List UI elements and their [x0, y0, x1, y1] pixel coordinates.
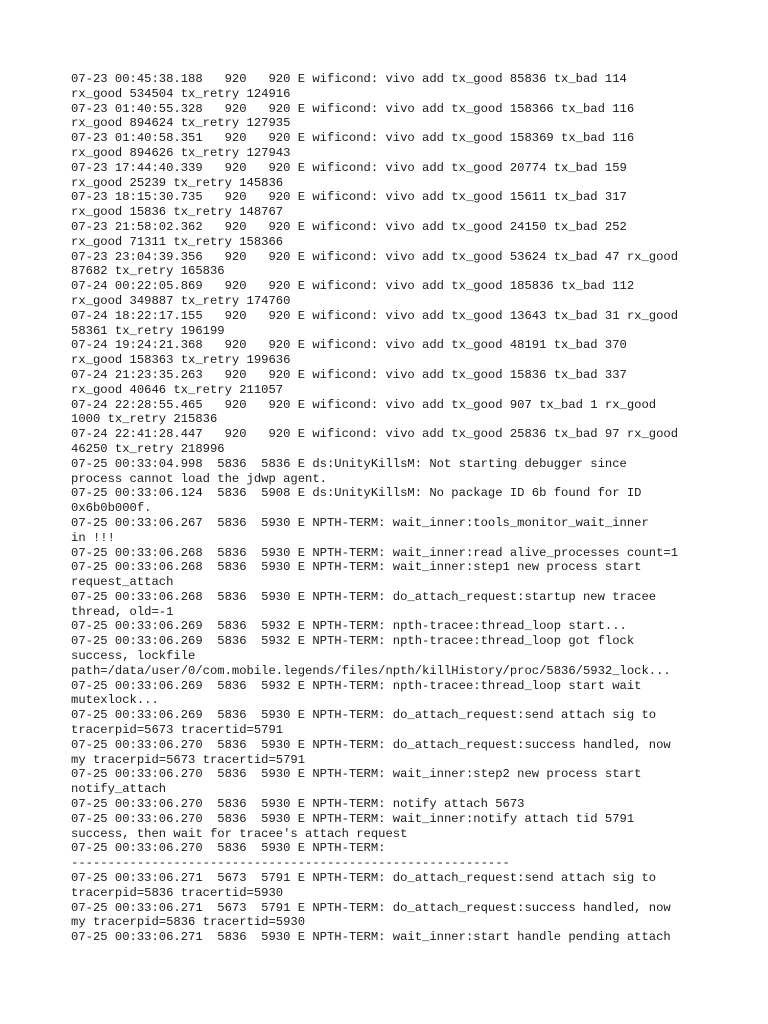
log-line: 07-23 23:04:39.356 920 920 E wificond: vivo add tx_good 53624 tx_bad 47 rx_good	[71, 249, 679, 264]
log-line: rx_good 40646 tx_retry 211057	[71, 382, 284, 397]
log-line: 07-25 00:33:06.269 5836 5932 E NPTH-TERM: npth-tracee:thread_loop got flock	[71, 634, 635, 649]
log-line: 07-24 22:41:28.447 920 920 E wificond: vivo add tx_good 25836 tx_bad 97 rx_good	[71, 427, 679, 442]
log-line: 07-24 19:24:21.368 920 920 E wificond: vivo add tx_good 48191 tx_bad 370	[71, 338, 627, 353]
log-line: 07-23 01:40:55.328 920 920 E wificond: vivo add tx_good 158366 tx_bad 116	[71, 101, 635, 116]
log-line: path=/data/user/0/com.mobile.legends/files/npth/killHistory/proc/5836/5932_lock...	[71, 663, 671, 678]
log-line: success, lockfile	[71, 649, 196, 664]
log-line: 07-25 00:33:06.271 5673 5791 E NPTH-TERM: do_attach_request:success handled, now	[71, 900, 671, 915]
log-line: request_attach	[71, 575, 174, 590]
log-line: 46250 tx_retry 218996	[71, 441, 225, 456]
log-line: rx_good 71311 tx_retry 158366	[71, 234, 284, 249]
log-line: process cannot load the jdwp agent.	[71, 471, 327, 486]
log-line: 07-24 00:22:05.869 920 920 E wificond: vivo add tx_good 185836 tx_bad 112	[71, 279, 635, 294]
log-line: 07-24 21:23:35.263 920 920 E wificond: vivo add tx_good 15836 tx_bad 337	[71, 367, 627, 382]
log-line: 07-23 00:45:38.188 920 920 E wificond: vivo add tx_good 85836 tx_bad 114	[71, 72, 627, 86]
log-line: 07-25 00:33:06.268 5836 5930 E NPTH-TERM: wait_inner:read alive_processes count=1	[71, 545, 679, 560]
log-line: 07-24 22:28:55.465 920 920 E wificond: vivo add tx_good 907 tx_bad 1 rx_good	[71, 397, 657, 412]
log-line: 07-25 00:33:06.271 5836 5930 E NPTH-TERM: wait_inner:start handle pending attach	[71, 930, 671, 945]
log-line: 07-25 00:33:06.124 5836 5908 E ds:UnityKillsM: No package ID 6b found for ID	[71, 486, 642, 501]
log-line: rx_good 894626 tx_retry 127943	[71, 145, 291, 160]
log-line: 07-23 01:40:58.351 920 920 E wificond: vivo add tx_good 158369 tx_bad 116	[71, 131, 635, 146]
log-line: ------------------------------------------------------------	[71, 856, 510, 871]
log-line: thread, old=-1	[71, 604, 174, 619]
log-line: 07-25 00:33:06.270 5836 5930 E NPTH-TERM: notify attach 5673	[71, 797, 525, 812]
log-line: rx_good 349887 tx_retry 174760	[71, 293, 291, 308]
log-line: tracerpid=5836 tracertid=5930	[71, 885, 284, 900]
log-line: rx_good 25239 tx_retry 145836	[71, 175, 284, 190]
log-line: 07-23 17:44:40.339 920 920 E wificond: vivo add tx_good 20774 tx_bad 159	[71, 160, 627, 175]
log-line: rx_good 534504 tx_retry 124916	[71, 86, 291, 101]
log-line: notify_attach	[71, 782, 167, 797]
log-line: 07-25 00:33:06.270 5836 5930 E NPTH-TERM: wait_inner:notify attach tid 5791	[71, 811, 635, 826]
log-line: 07-25 00:33:04.998 5836 5836 E ds:UnityKillsM: Not starting debugger since	[71, 456, 627, 471]
log-line: success, then wait for tracee's attach request	[71, 826, 408, 841]
log-line: 0x6b0b000f.	[71, 501, 152, 516]
log-line: 07-25 00:33:06.269 5836 5932 E NPTH-TERM: npth-tracee:thread_loop start wait	[71, 678, 642, 693]
log-line: 07-25 00:33:06.269 5836 5932 E NPTH-TERM: npth-tracee:thread_loop start...	[71, 619, 627, 634]
log-line: 07-25 00:33:06.271 5673 5791 E NPTH-TERM: do_attach_request:send attach sig to	[71, 871, 657, 886]
log-line: mutexlock...	[71, 693, 159, 708]
log-line: tracerpid=5673 tracertid=5791	[71, 723, 284, 738]
log-line: my tracerpid=5836 tracertid=5930	[71, 915, 306, 930]
log-line: 87682 tx_retry 165836	[71, 264, 225, 279]
log-line: in !!!	[71, 530, 115, 545]
log-line: 07-25 00:33:06.269 5836 5930 E NPTH-TERM: do_attach_request:send attach sig to	[71, 708, 657, 723]
log-line: 07-25 00:33:06.267 5836 5930 E NPTH-TERM: wait_inner:tools_monitor_wait_inner	[71, 515, 649, 530]
log-line: 07-24 18:22:17.155 920 920 E wificond: vivo add tx_good 13643 tx_bad 31 rx_good	[71, 308, 679, 323]
log-line: 1000 tx_retry 215836	[71, 412, 218, 427]
log-line: 07-25 00:33:06.268 5836 5930 E NPTH-TERM: wait_inner:step1 new process start	[71, 560, 642, 575]
log-line: 07-23 21:58:02.362 920 920 E wificond: vivo add tx_good 24150 tx_bad 252	[71, 219, 627, 234]
log-line: 07-25 00:33:06.270 5836 5930 E NPTH-TERM: wait_inner:step2 new process start	[71, 767, 642, 782]
log-document	[71, 72, 711, 945]
log-line: 07-25 00:33:06.268 5836 5930 E NPTH-TERM: do_attach_request:startup new tracee	[71, 589, 657, 604]
log-line: 07-25 00:33:06.270 5836 5930 E NPTH-TERM: do_attach_request:success handled, now	[71, 737, 671, 752]
log-line: my tracerpid=5673 tracertid=5791	[71, 752, 306, 767]
log-line: 07-25 00:33:06.270 5836 5930 E NPTH-TERM:	[71, 841, 386, 856]
log-line: 07-23 18:15:30.735 920 920 E wificond: vivo add tx_good 15611 tx_bad 317	[71, 190, 627, 205]
log-line: 58361 tx_retry 196199	[71, 323, 225, 338]
log-line: rx_good 158363 tx_retry 199636	[71, 353, 291, 368]
log-line: rx_good 894624 tx_retry 127935	[71, 116, 291, 131]
log-line: rx_good 15836 tx_retry 148767	[71, 205, 284, 220]
